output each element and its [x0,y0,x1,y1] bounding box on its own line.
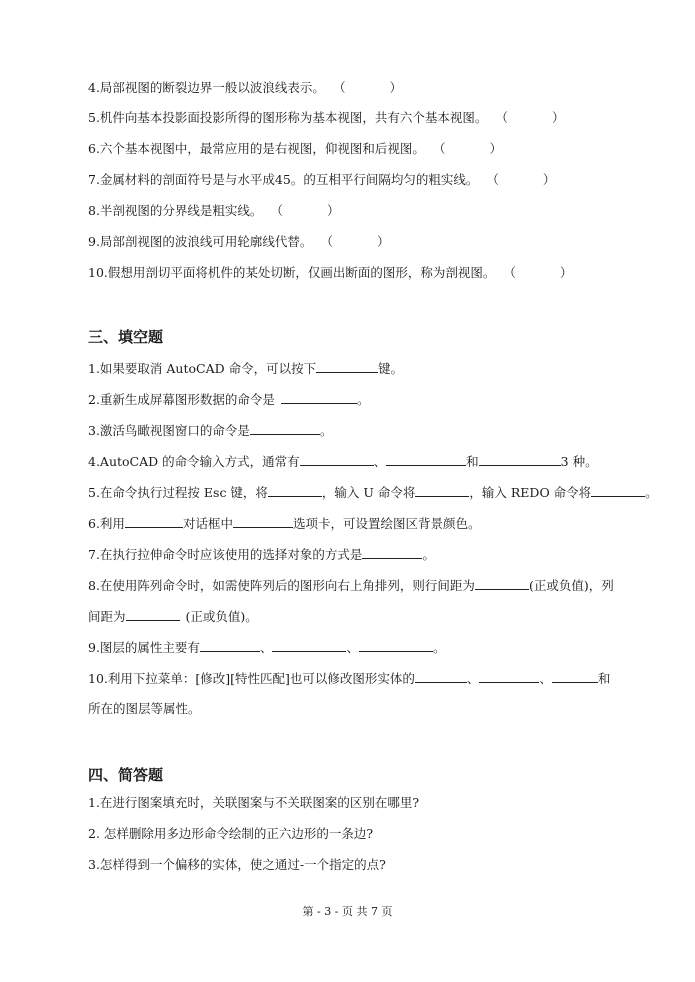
judgement-question-7 [88,172,555,188]
judgement-question-9 [88,234,389,250]
answer-parentheses: （ ） [503,265,573,280]
judgement-question-6 [88,141,502,157]
answer-blank [591,484,645,497]
judgement-question-4 [88,80,402,96]
judgement-question-8 [88,203,339,219]
question-text: 4.局部视图的断裂边界一般以波浪线表示。 [88,80,325,95]
answer-blank [415,484,469,497]
question-text: 8.半剖视图的分界线是粗实线。 [88,203,263,218]
answer-blank [552,670,598,683]
section-heading-fill-in: 三、填空题 [88,328,164,346]
fill-in-question-5: 5.在命令执行过程按 Esc 键，将 ，输入 U 命令将 ，输入 REDO 命令将 。 [88,485,658,500]
fill-in-question-9: 9.图层的属性主要有 、 、 。 [88,640,446,655]
answer-blank [200,639,260,652]
answer-blank [475,577,529,590]
question-text: 6.六个基本视图中，最常应用的是右视图，仰视图和后视图。 [88,141,425,156]
answer-blank [250,422,320,435]
short-answer-question-1: 1.在进行图案填充时，关联图案与不关联图案的区别在哪里? [88,795,420,810]
fill-in-question-3: 3.激活鸟瞰视图窗口的命令是 。 [88,423,333,438]
short-answer-question-2: 2. 怎样删除用多边形命令绘制的正六边形的一条边? [88,826,374,841]
answer-blank [479,670,539,683]
fill-in-question-8: 8.在使用阵列命令时，如需使阵列后的图形向右上角排列，则行间距为 (正或负值)，列 [88,578,614,593]
question-text: 7.金属材料的剖面符号是与水平成45。的互相平行间隔均匀的粗实线。 [88,172,479,187]
answer-blank [126,608,180,621]
judgement-question-5 [88,110,564,126]
question-text: 5.机件向基本投影面投影所得的图形称为基本视图，共有六个基本视图。 [88,110,488,125]
section-heading-short-answer: 四、简答题 [88,766,164,784]
answer-blank [386,453,466,466]
answer-blank [233,515,293,528]
answer-parentheses: （ ） [495,110,565,125]
fill-in-question-2: 2.重新生成屏幕图形数据的命令是 。 [88,392,370,407]
answer-blank [281,391,357,404]
fill-in-question-7: 7.在执行拉伸命令时应该使用的选择对象的方式是 。 [88,547,435,562]
fill-in-question-4: 4.AutoCAD 的命令输入方式，通常有 、 和 3 种。 [88,454,598,469]
answer-blank [479,453,561,466]
answer-blank [272,639,346,652]
answer-blank [362,546,422,559]
answer-blank [359,639,433,652]
answer-blank [125,515,183,528]
answer-blank [415,670,467,683]
fill-in-question-6: 6.利用 对话框中 选项卡，可设置绘图区背景颜色。 [88,516,481,531]
answer-parentheses: （ ） [332,80,402,95]
question-text: 9.局部剖视图的波浪线可用轮廓线代替。 [88,234,313,249]
answer-parentheses: （ ） [270,203,340,218]
fill-in-question-10-continued: 所在的图层等属性。 [88,701,201,716]
short-answer-question-3: 3.怎样得到一个偏移的实体，使之通过-一个指定的点? [88,857,386,872]
answer-blank [316,360,378,373]
answer-blank [300,453,374,466]
judgement-question-10 [88,265,572,281]
answer-parentheses: （ ） [486,172,556,187]
fill-in-question-10: 10.利用下拉菜单：[修改][特性匹配]也可以修改图形实体的 、 、 和 [88,671,611,686]
fill-in-question-8-continued: 间距为 (正或负值)。 [88,609,258,624]
answer-blank [268,484,322,497]
question-text: 10.假想用剖切平面将机件的某处切断，仅画出断面的图形，称为剖视图。 [88,265,496,280]
page-number-footer: 第 - 3 - 页 共 7 页 [302,905,393,918]
answer-parentheses: （ ） [432,141,502,156]
fill-in-question-1: 1.如果要取消 AutoCAD 命令，可以按下 键。 [88,361,404,376]
answer-parentheses: （ ） [320,234,390,249]
